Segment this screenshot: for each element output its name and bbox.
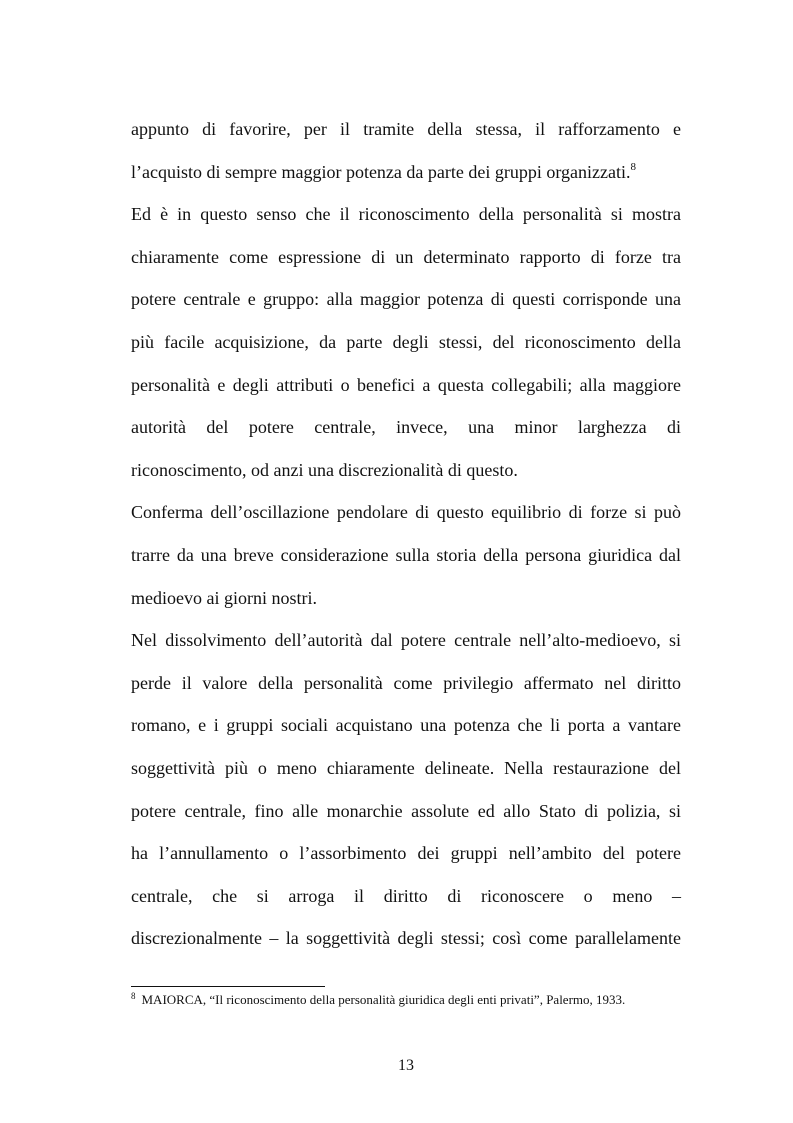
text-line [131, 151, 681, 194]
text-line: romano, e i gruppi sociali acquistano una potenza che li porta a vantare [131, 715, 681, 736]
text-line: Nel dissolvimento dell’autorità dal potere centrale nell’alto-medioevo, si [131, 630, 681, 651]
text-line: chiaramente come espressione di un determinato rapporto di forze tra [131, 246, 681, 267]
text-line: centrale, che si arroga il diritto di riconoscere o meno – [131, 885, 681, 906]
text-line: medioevo ai giorni nostri. [131, 587, 317, 608]
text-line: perde il valore della personalità come privilegio affermato nel diritto [131, 672, 681, 693]
text-line: ha l’annullamento o l’assorbimento dei gruppi nell’ambito del potere [131, 843, 681, 864]
footnote-divider [131, 986, 325, 987]
footnote [131, 992, 691, 1008]
text-line: appunto di favorire, per il tramite della stessa, il rafforzamento e [131, 119, 681, 139]
footnote-reference[interactable]: 8 [630, 160, 636, 173]
text-line-content: l’acquisto di sempre maggior potenza da parte dei gruppi organizzati. [131, 161, 631, 182]
text-line: riconoscimento, od anzi una discrezionalità di questo. [131, 459, 518, 480]
text-line: più facile acquisizione, da parte degli stessi, del riconoscimento della [131, 331, 681, 352]
text-line: trarre da una breve considerazione sulla storia della persona giuridica dal [131, 544, 681, 565]
page-number: 13 [398, 1057, 414, 1074]
text-line: potere centrale, fino alle monarchie assolute ed allo Stato di polizia, si [131, 800, 681, 821]
text-line: soggettività più o meno chiaramente delineate. Nella restaurazione del [131, 757, 681, 778]
text-line: autorità del potere centrale, invece, una minor larghezza di [131, 417, 681, 438]
footnote-number: 8 [131, 991, 136, 1001]
text-line: Ed è in questo senso che il riconoscimento della personalità si mostra [131, 204, 681, 225]
text-line: Conferma dell’oscillazione pendolare di questo equilibrio di forze si può [131, 502, 681, 523]
text-line: potere centrale e gruppo: alla maggior potenza di questi corrisponde una [131, 289, 681, 310]
text-line: discrezionalmente – la soggettività degli stessi; così come parallelamente [131, 928, 681, 949]
footnote-text: MAIORCA, “Il riconoscimento della personalità giuridica degli enti privati”, Palermo, 1933. [141, 992, 626, 1007]
body-text [131, 108, 681, 960]
text-line: personalità e degli attributi o benefici a questa collegabili; alla maggiore [131, 374, 681, 395]
